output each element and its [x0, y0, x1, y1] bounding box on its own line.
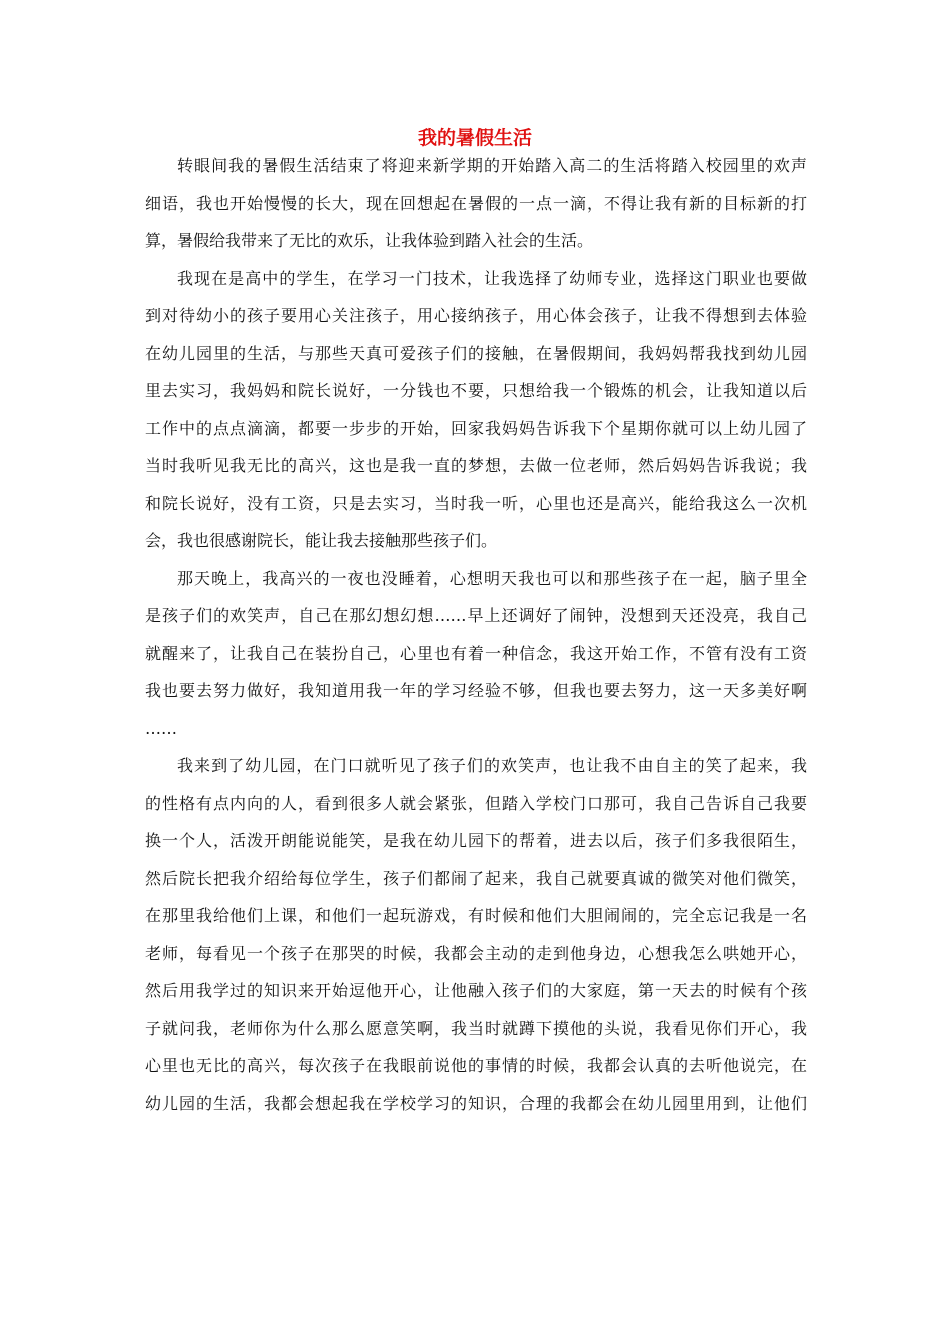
text-line: 换一个人，活泼开朗能说能笑，是我在幼儿园下的帮着，进去以后，孩子们多我很陌生，	[145, 831, 807, 850]
text-line: 和院长说好，没有工资，只是去实习，当时我一听，心里也还是高兴，能给我这么一次机	[145, 493, 807, 513]
text-line: 转眼间我的暑假生活结束了将迎来新学期的开始踏入高二的生活将踏入校园里的欢声	[177, 156, 807, 175]
text-line: 到对待幼小的孩子要用心关注孩子，用心接纳孩子，用心体会孩子，让我不得想到去体验	[145, 306, 807, 325]
paragraph	[145, 147, 807, 260]
document-title: 我的暑假生活	[417, 127, 532, 149]
text-line: 会，我也很感谢院长，能让我去接触那些孩子们。	[145, 531, 498, 550]
text-line: 工作中的点点滴滴，都要一步步的开始，回家我妈妈告诉我下个星期你就可以上幼儿园了	[145, 418, 807, 438]
text-line: 我现在是高中的学生，在学习一门技术，让我选择了幼师专业，选择这门职业也要做	[177, 268, 807, 288]
paragraph	[145, 747, 807, 1122]
document-body	[145, 147, 807, 1122]
text-line: 在那里我给他们上课，和他们一起玩游戏，有时候和他们大胆闹闹的，完全忘记我是一名	[145, 906, 807, 925]
paragraph	[145, 560, 807, 748]
text-line: 然后用我学过的知识来开始逗他开心，让他融入孩子们的大家庭，第一天去的时候有个孩	[145, 981, 807, 1000]
text-line: 就醒来了，让我自己在装扮自己，心里也有着一种信念，我这开始工作，不管有没有工资	[145, 643, 807, 663]
paragraph	[145, 260, 807, 560]
text-line: 的性格有点内向的人，看到很多人就会紧张，但踏入学校门口那可，我自己告诉自己我要	[145, 793, 807, 813]
text-line: 算，暑假给我带来了无比的欢乐，让我体验到踏入社会的生活。	[145, 231, 594, 250]
text-line: 我也要去努力做好，我知道用我一年的学习经验不够，但我也要去努力，这一天多美好啊	[145, 681, 807, 700]
text-line: 心里也无比的高兴，每次孩子在我眼前说他的事情的时候，我都会认真的去听他说完，在	[145, 1056, 807, 1075]
text-line: 细语，我也开始慢慢的长大，现在回想起在暑假的一点一滴，不得让我有新的目标新的打	[145, 193, 807, 213]
text-line: 在幼儿园里的生活，与那些天真可爱孩子们的接触，在暑假期间，我妈妈帮我找到幼儿园	[145, 343, 807, 363]
text-line: 是孩子们的欢笑声，自己在那幻想幻想……早上还调好了闹钟，没想到天还没亮，我自己	[145, 606, 807, 625]
text-line: 那天晚上，我高兴的一夜也没睡着，心想明天我也可以和那些孩子在一起，脑子里全	[177, 568, 807, 588]
text-line: 当时我听见我无比的高兴，这也是我一直的梦想，去做一位老师，然后妈妈告诉我说；我	[145, 456, 807, 475]
text-line: 老师，每看见一个孩子在那哭的时候，我都会主动的走到他身边，心想我怎么哄她开心，	[145, 943, 807, 963]
text-line: 我来到了幼儿园，在门口就听见了孩子们的欢笑声，也让我不由自主的笑了起来，我	[177, 756, 807, 775]
text-line: 幼儿园的生活，我都会想起我在学校学习的知识，合理的我都会在幼儿园里用到，让他们	[145, 1093, 807, 1113]
text-line: ……	[145, 718, 177, 738]
text-line: 里去实习，我妈妈和院长说好，一分钱也不要，只想给我一个锻炼的机会，让我知道以后	[145, 381, 807, 400]
text-line: 然后院长把我介绍给每位学生，孩子们都闹了起来，我自己就要真诚的微笑对他们微笑，	[145, 868, 807, 888]
text-line: 子就问我，老师你为什么那么愿意笑啊，我当时就蹲下摸他的头说，我看见你们开心，我	[145, 1018, 807, 1038]
